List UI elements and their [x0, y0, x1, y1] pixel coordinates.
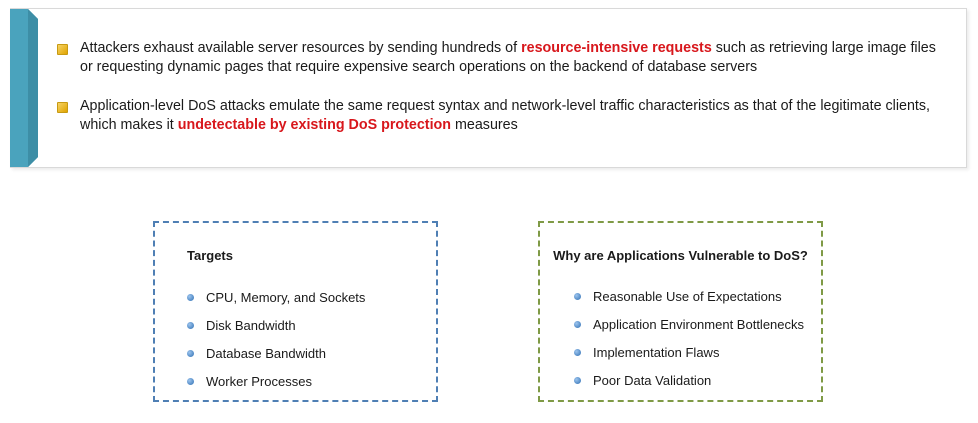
vulnerability-list	[574, 282, 804, 394]
intro-box	[10, 8, 967, 168]
vulnerability-panel	[538, 221, 823, 402]
intro-bullet	[50, 39, 950, 77]
list-item: CPU, Memory, and Sockets	[187, 283, 365, 311]
targets-panel	[153, 221, 438, 402]
targets-title: Targets	[187, 248, 233, 263]
round-bullet-icon	[574, 349, 581, 356]
highlight-text: undetectable by existing DoS protection	[177, 117, 452, 133]
round-bullet-icon	[187, 350, 194, 357]
round-bullet-icon	[187, 378, 194, 385]
list-item: Poor Data Validation	[574, 366, 804, 394]
intro-bullet-text: Application-level DoS attacks emulate the same request syntax and network-level traffic characteristics as that of the legitimate clients, which makes it undetectable by existing DoS protection measures	[80, 98, 931, 133]
square-bullet-icon	[57, 102, 68, 113]
round-bullet-icon	[574, 321, 581, 328]
square-bullet-icon	[57, 44, 68, 55]
intro-bullet-text: Attackers exhaust available server resources by sending hundreds of resource-intensive requests such as retrieving large image files or requesting dynamic pages that require expensive search operations on the backend of database servers	[80, 40, 936, 75]
intro-bullet	[50, 97, 950, 135]
round-bullet-icon	[574, 293, 581, 300]
list-item: Reasonable Use of Expectations	[574, 282, 804, 310]
vulnerability-title: Why are Applications Vulnerable to DoS?	[553, 248, 808, 263]
targets-list	[187, 283, 365, 395]
round-bullet-icon	[187, 294, 194, 301]
list-item: Disk Bandwidth	[187, 311, 365, 339]
list-item: Implementation Flaws	[574, 338, 804, 366]
intro-bullet-list	[50, 39, 950, 155]
list-item: Worker Processes	[187, 367, 365, 395]
accent-bar	[10, 9, 38, 167]
list-item: Application Environment Bottlenecks	[574, 310, 804, 338]
highlight-text: resource-intensive requests	[521, 40, 712, 56]
list-item: Database Bandwidth	[187, 339, 365, 367]
round-bullet-icon	[187, 322, 194, 329]
round-bullet-icon	[574, 377, 581, 384]
